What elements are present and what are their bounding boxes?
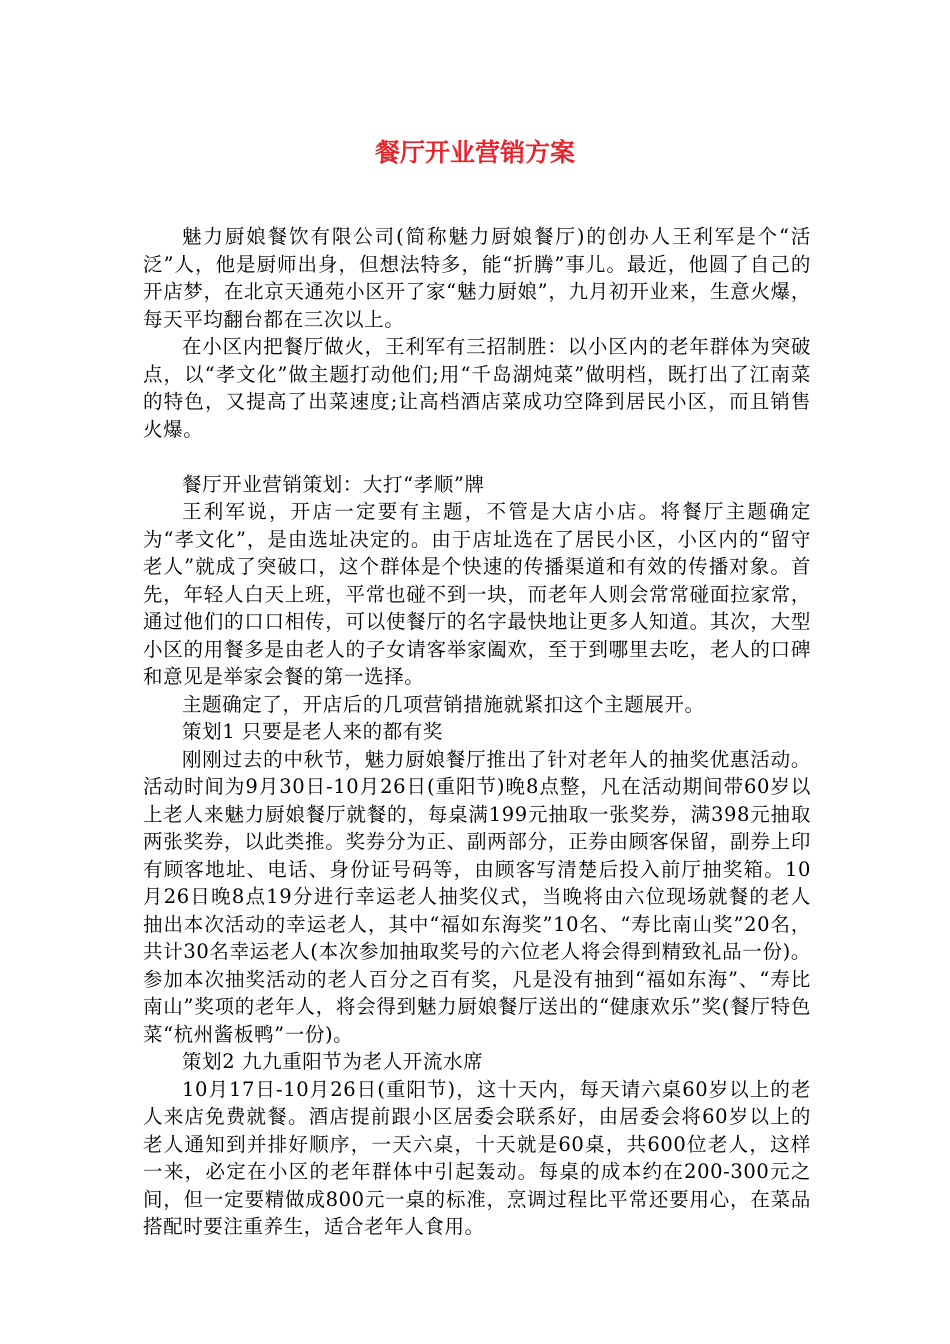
plan-1-text: 刚刚过去的中秋节，魅力厨娘餐厅推出了针对老年人的抽奖优惠活动。活动时间为9月30日-10月26日(重阳节)晚8点整，凡在活动期间带60岁以上老人来魅力厨娘餐厅就餐的，每桌满199元抽取一张奖券，满398元抽取两张奖券，以此类推。奖券分为正、副两部分，正券由顾客保留，副券上印有顾客地址、电话、身份证号码等，由顾客写清楚后投入前厅抽奖箱。10月26日晚8点19分进行幸运老人抽奖仪式，当晚将由六位现场就餐的老人抽出本次活动的幸运老人，其中“福如东海奖”10名、“寿比南山奖”20名，共计30名幸运老人(本次参加抽取奖号的六位老人将会得到精致礼品一份)。参加本次抽奖活动的老人百分之百有奖，凡是没有抽到“福如东海”、“寿比南山”奖项的老年人，将会得到魅力厨娘餐厅送出的“健康欢乐”奖(餐厅特色菜“杭州酱板鸭”一份)。: [143, 747, 811, 1046]
plan-2-heading: 策划2 九九重阳节为老人开流水席: [182, 1050, 484, 1073]
document-body: [143, 223, 811, 1241]
paragraph-intro: 魅力厨娘餐饮有限公司(简称魅力厨娘餐厅)的创办人王利军是个“活泛”人，他是厨师出身，但想法特多，能“折腾”事儿。最近，他圆了自己的开店梦，在北京天通苑小区开了家“魅力厨娘”，九月初开业来，生意火爆，每天平均翻台都在三次以上。: [143, 225, 811, 331]
document-title: 餐厅开业营销方案: [374, 138, 575, 167]
plan-1-heading: 策划1 只要是老人来的都有奖: [182, 720, 444, 743]
plan-2-text: 10月17日-10月26日(重阳节)，这十天内，每天请六桌60岁以上的老人来店免费就餐。酒店提前跟小区居委会联系好，由居委会将60岁以上的老人通知到并排好顺序，一天六桌，十天就是60桌，共600位老人，这样一来，必定在小区的老年群体中引起轰动。每桌的成本约在200-300元之间，但一定要精做成800元一桌的标准，烹调过程比平常还要用心，在菜品搭配时要注重养生，适合老年人食用。: [143, 1077, 811, 1238]
paragraph-three-strategies: 在小区内把餐厅做火，王利军有三招制胜：以小区内的老年群体为突破点，以“孝文化”做主题打动他们;用“千岛湖炖菜”做明档，既打出了江南菜的特色，又提高了出菜速度;让高档酒店菜成功空降到居民小区，而且销售火爆。: [143, 335, 811, 441]
section-heading-filial: 餐厅开业营销策划：大打“孝顺”牌: [182, 472, 485, 496]
paragraph-theme-reason: 王利军说，开店一定要有主题，不管是大店小店。将餐厅主题确定为“孝文化”，是由选址决定的。由于店址选在了居民小区，小区内的“留守老人”就成了突破口，这个群体是个快速的传播渠道和有效的传播对象。首先，年轻人白天上班，平常也碰不到一块，而老年人则会常常碰面拉家常，通过他们的口口相传，可以使餐厅的名字最快地让更多人知道。其次，大型小区的用餐多是由老人的子女请客举家阖欢，至于到哪里去吃，老人的口碑和意见是举家会餐的第一选择。: [143, 500, 811, 688]
paragraph-theme-measures: 主题确定了，开店后的几项营销措施就紧扣这个主题展开。: [182, 692, 705, 716]
